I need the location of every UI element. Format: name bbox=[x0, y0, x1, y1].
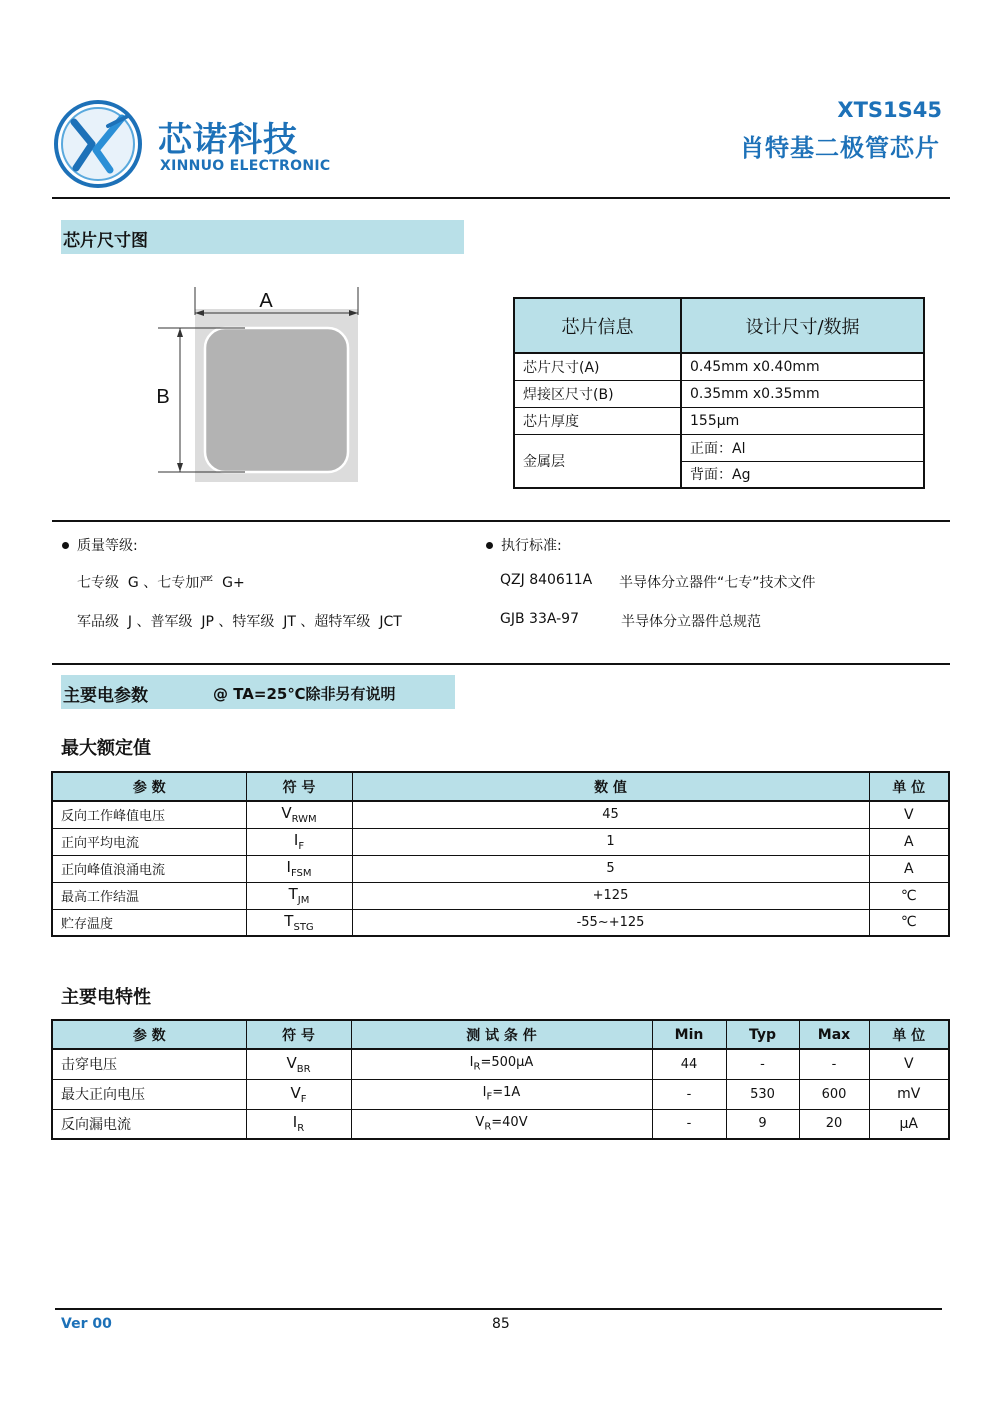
table-cell: 正向峰值浪涌电流 bbox=[52, 855, 246, 882]
characteristics-title: 主要电特性 bbox=[61, 987, 151, 1008]
table-row bbox=[52, 882, 949, 909]
table-cell: 20 bbox=[799, 1109, 869, 1139]
dimension-label-b: B bbox=[156, 386, 170, 408]
table-cell: 1 bbox=[352, 828, 869, 855]
table-cell: 600 bbox=[799, 1079, 869, 1109]
table-row bbox=[514, 353, 924, 380]
table-header-cell: 符 号 bbox=[246, 1020, 351, 1049]
symbol-cell: $V_{BR}$ bbox=[246, 1049, 351, 1079]
symbol-cell: $I_R$ bbox=[246, 1109, 351, 1139]
table-cell: 正向平均电流 bbox=[52, 828, 246, 855]
symbol-cell: $T_{STG}$ bbox=[246, 909, 352, 936]
table-cell: ℃ bbox=[869, 882, 949, 909]
standard-code: GJB 33A-97 bbox=[500, 611, 579, 627]
table-cell: 0.35mm x0.35mm bbox=[681, 380, 924, 407]
test-condition-note: @ TA=25℃除非另有说明 bbox=[213, 685, 396, 703]
table-cell: 正面：Al bbox=[681, 434, 924, 461]
table-row bbox=[52, 828, 949, 855]
table-cell: -55~+125 bbox=[352, 909, 869, 936]
table-cell: 530 bbox=[726, 1079, 799, 1109]
table-row bbox=[52, 855, 949, 882]
standard-desc: 半导体分立器件总规范 bbox=[621, 614, 761, 630]
document-version: Ver 00 bbox=[61, 1316, 112, 1332]
section-bar-chip-dimension bbox=[61, 220, 464, 254]
table-cell: V bbox=[869, 801, 949, 828]
table-header-cell: 设计尺寸/数据 bbox=[681, 298, 924, 353]
table-header-cell: 单 位 bbox=[869, 1020, 949, 1049]
table-row bbox=[52, 909, 949, 936]
part-number: XTS1S45 bbox=[837, 98, 942, 122]
table-row bbox=[514, 407, 924, 434]
table-cell: 击穿电压 bbox=[52, 1049, 246, 1079]
max-ratings-table bbox=[51, 771, 950, 937]
quality-title: 质量等级: bbox=[77, 538, 138, 554]
table-header-cell: Max bbox=[799, 1020, 869, 1049]
table-header-cell: 数 值 bbox=[352, 772, 869, 801]
table-cell: A bbox=[869, 828, 949, 855]
chip-dimension-drawing bbox=[150, 285, 370, 490]
section-title: 主要电参数 bbox=[63, 686, 148, 706]
table-header-row bbox=[514, 298, 924, 353]
dimension-label-a: A bbox=[259, 290, 273, 312]
table-cell: 5 bbox=[352, 855, 869, 882]
table-cell: μA bbox=[869, 1109, 949, 1139]
table-row bbox=[52, 1049, 949, 1079]
table-cell: ℃ bbox=[869, 909, 949, 936]
bullet-icon bbox=[62, 542, 69, 549]
bullet-icon bbox=[486, 542, 493, 549]
table-row bbox=[514, 380, 924, 407]
table-cell: 焊接区尺寸(B) bbox=[514, 380, 681, 407]
table-cell: - bbox=[726, 1049, 799, 1079]
table-cell: 反向工作峰值电压 bbox=[52, 801, 246, 828]
page-number: 85 bbox=[492, 1316, 510, 1332]
symbol-cell: $V_{RWM}$ bbox=[246, 801, 352, 828]
table-header-cell: Min bbox=[652, 1020, 726, 1049]
table-header-cell: 符 号 bbox=[246, 772, 352, 801]
header-divider bbox=[52, 197, 950, 199]
chip-info-table bbox=[513, 297, 925, 489]
condition-cell: $I_F=1A$ bbox=[351, 1079, 652, 1109]
table-cell: - bbox=[652, 1109, 726, 1139]
table-cell: 芯片尺寸(A) bbox=[514, 353, 681, 380]
table-header-cell: 参 数 bbox=[52, 1020, 246, 1049]
brand-name-en: XINNUO ELECTRONIC bbox=[160, 158, 331, 174]
symbol-cell: $T_{JM}$ bbox=[246, 882, 352, 909]
table-cell: 贮存温度 bbox=[52, 909, 246, 936]
table-cell: V bbox=[869, 1049, 949, 1079]
quality-heading bbox=[62, 535, 138, 555]
standards-title: 执行标准: bbox=[501, 538, 562, 554]
table-row bbox=[52, 801, 949, 828]
table-cell: 反向漏电流 bbox=[52, 1109, 246, 1139]
table-cell: - bbox=[799, 1049, 869, 1079]
table-cell: 最高工作结温 bbox=[52, 882, 246, 909]
table-header-cell: 芯片信息 bbox=[514, 298, 681, 353]
table-cell: mV bbox=[869, 1079, 949, 1109]
table-cell: 9 bbox=[726, 1109, 799, 1139]
table-header-row bbox=[52, 772, 949, 801]
part-description: 肖特基二极管芯片 bbox=[740, 134, 940, 162]
table-row bbox=[514, 434, 924, 461]
table-header-cell: 参 数 bbox=[52, 772, 246, 801]
standard-code: QZJ 840611A bbox=[500, 572, 593, 588]
brand-name-cn: 芯诺科技 bbox=[158, 120, 298, 160]
table-cell: +125 bbox=[352, 882, 869, 909]
condition-cell: $I_R=500\mu A$ bbox=[351, 1049, 652, 1079]
section-divider bbox=[52, 520, 950, 522]
table-row bbox=[52, 1109, 949, 1139]
company-logo-icon bbox=[52, 98, 144, 190]
table-header-cell: 测 试 条 件 bbox=[351, 1020, 652, 1049]
table-cell: 芯片厚度 bbox=[514, 407, 681, 434]
table-cell: A bbox=[869, 855, 949, 882]
symbol-cell: $I_F$ bbox=[246, 828, 352, 855]
table-row bbox=[52, 1079, 949, 1109]
table-cell: 155μm bbox=[681, 407, 924, 434]
quality-line-1: 七专级 G 、七专加严 G+ bbox=[77, 575, 245, 591]
section-title: 芯片尺寸图 bbox=[63, 231, 148, 251]
max-ratings-title: 最大额定值 bbox=[61, 738, 151, 759]
table-cell: 44 bbox=[652, 1049, 726, 1079]
section-bar-electrical bbox=[61, 675, 455, 709]
table-cell: - bbox=[652, 1079, 726, 1109]
symbol-cell: $I_{FSM}$ bbox=[246, 855, 352, 882]
table-header-cell: 单 位 bbox=[869, 772, 949, 801]
quality-line-2: 军品级 J 、普军级 JP 、特军级 JT 、超特军级 JCT bbox=[77, 614, 402, 630]
table-cell: 最大正向电压 bbox=[52, 1079, 246, 1109]
condition-cell: $V_R=40V$ bbox=[351, 1109, 652, 1139]
table-header-row bbox=[52, 1020, 949, 1049]
footer-divider bbox=[55, 1308, 942, 1310]
table-cell: 金属层 bbox=[514, 434, 681, 488]
table-cell: 45 bbox=[352, 801, 869, 828]
table-cell: 背面：Ag bbox=[681, 461, 924, 488]
standard-desc: 半导体分立器件“七专”技术文件 bbox=[619, 575, 816, 591]
table-header-cell: Typ bbox=[726, 1020, 799, 1049]
characteristics-table bbox=[51, 1019, 950, 1140]
table-cell: 0.45mm x0.40mm bbox=[681, 353, 924, 380]
section-divider bbox=[52, 663, 950, 665]
symbol-cell: $V_F$ bbox=[246, 1079, 351, 1109]
standards-heading bbox=[486, 535, 562, 555]
